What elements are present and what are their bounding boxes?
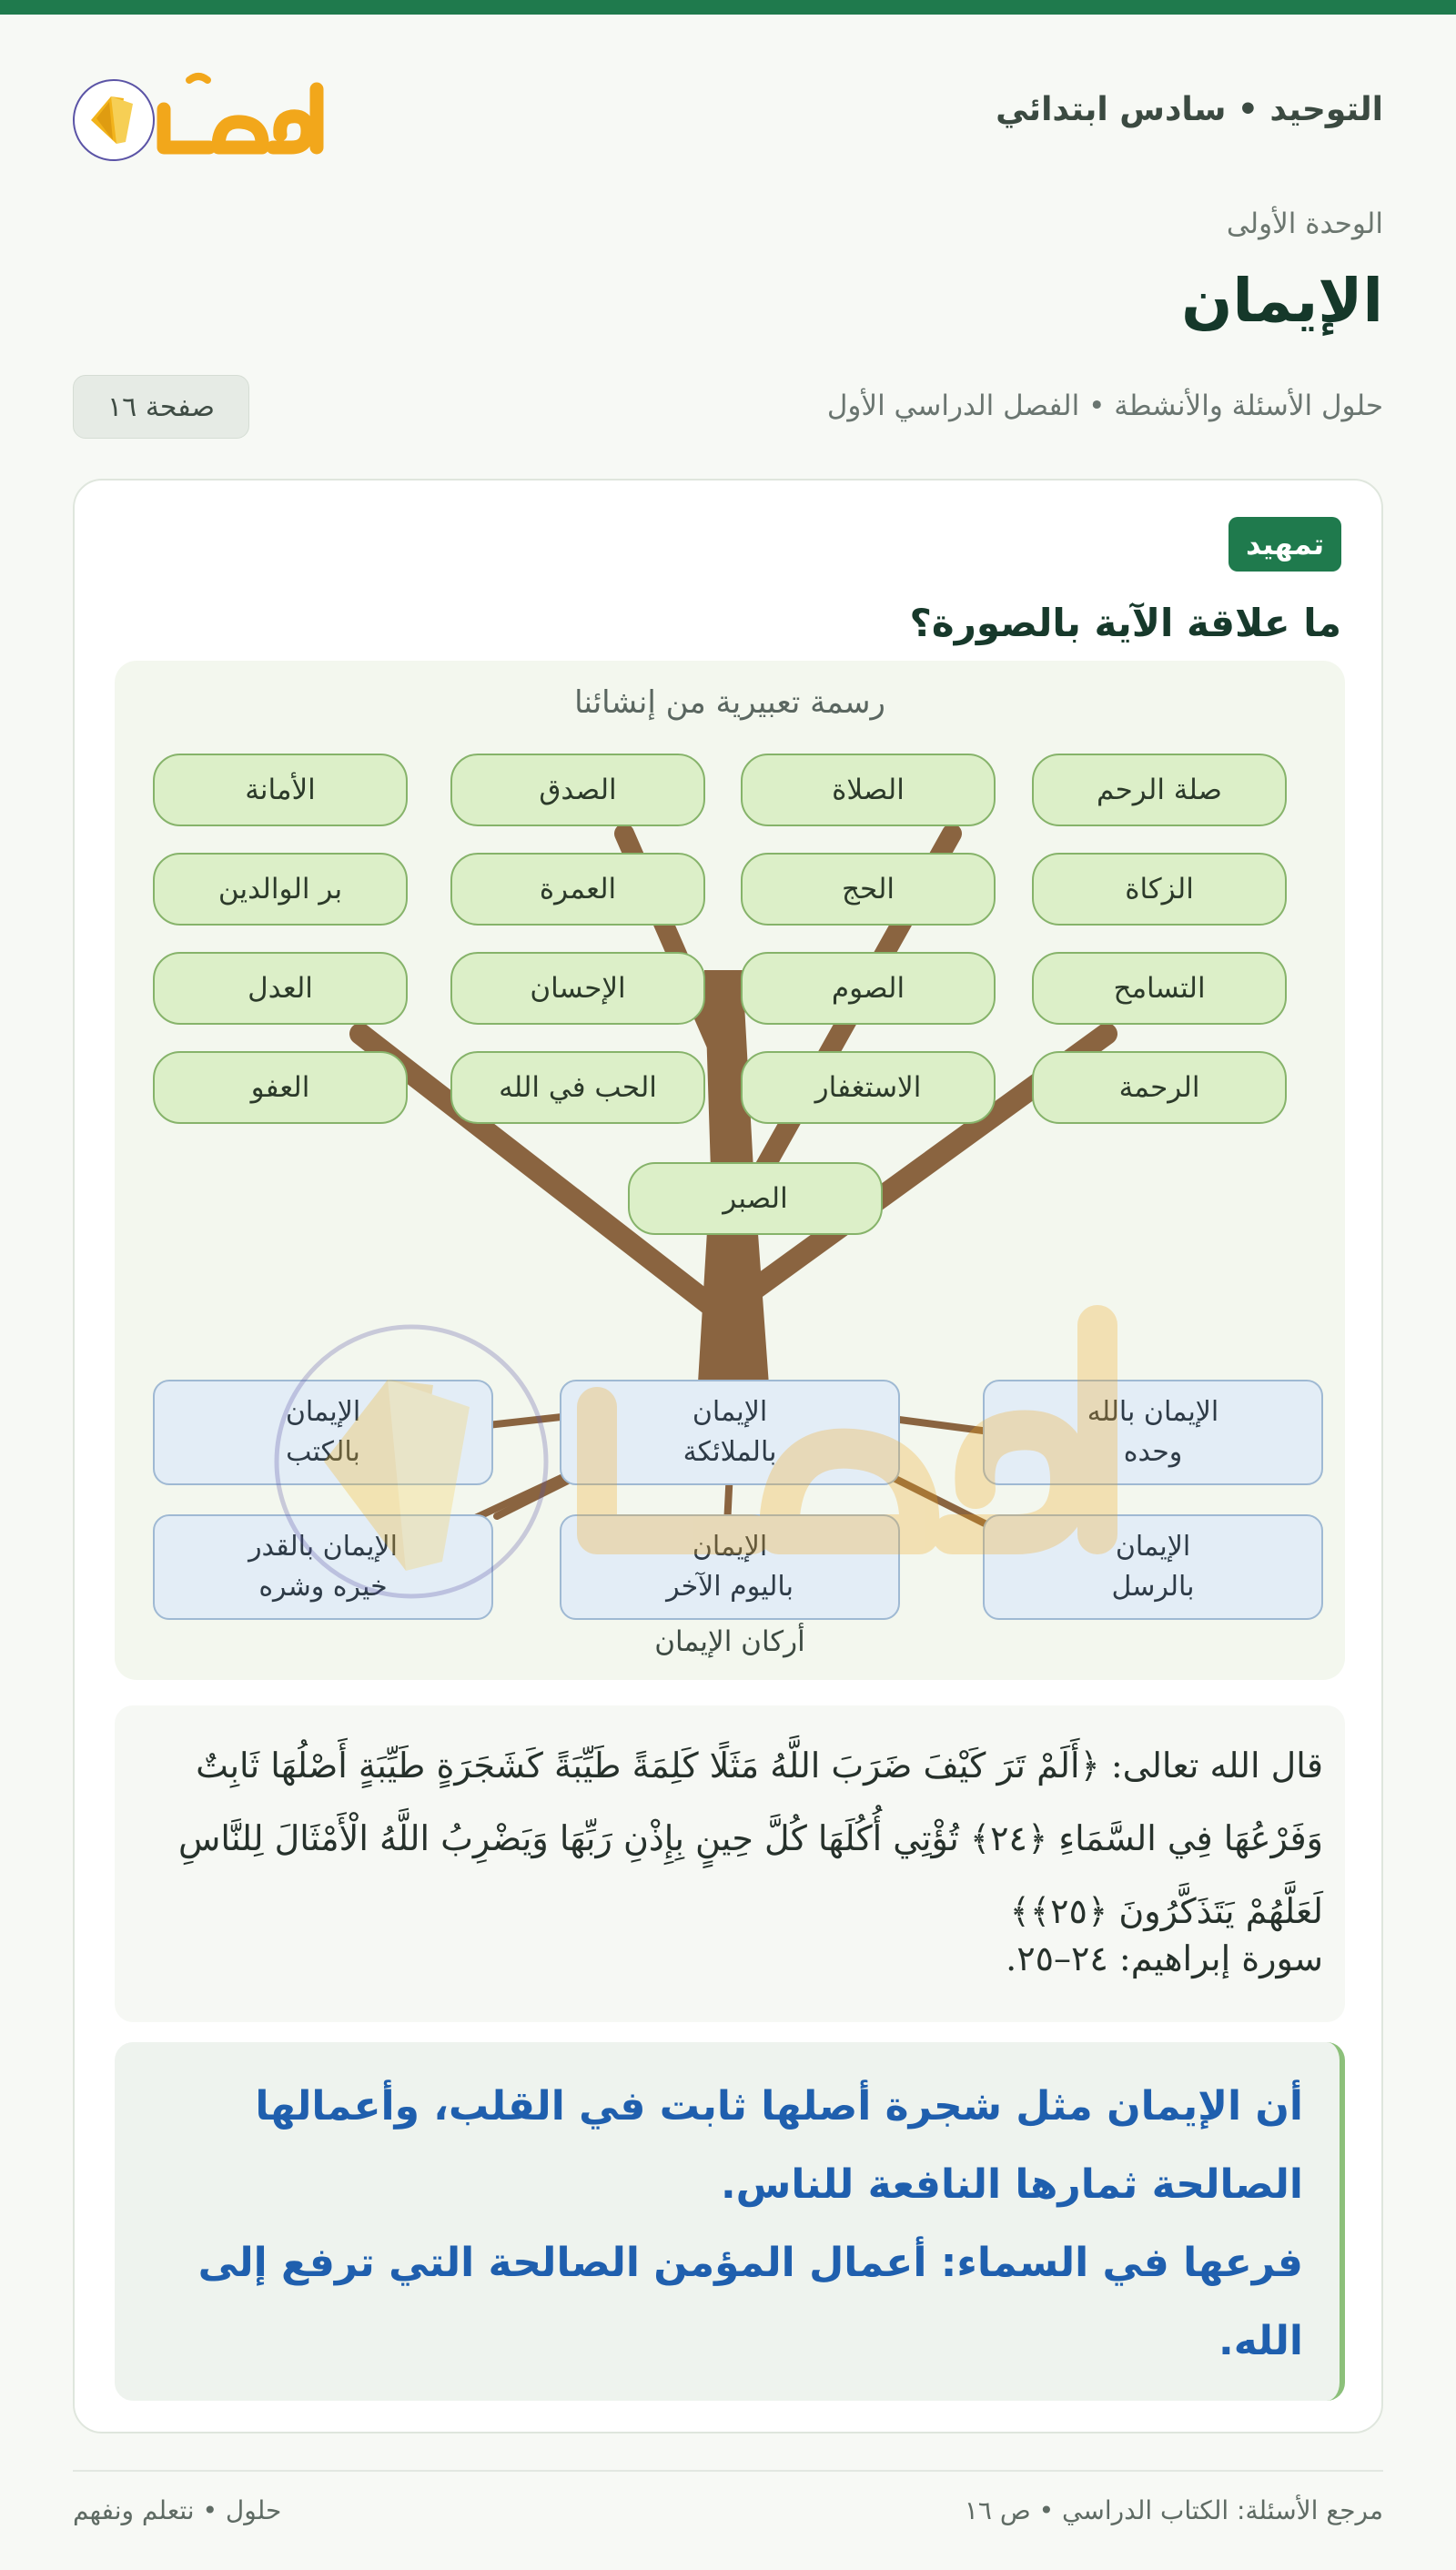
leaf-node: العفو xyxy=(153,1051,408,1124)
halool-logo-icon[interactable] xyxy=(73,64,337,164)
pillar-line: خيره وشره xyxy=(258,1571,388,1603)
pillar-box xyxy=(153,1380,493,1485)
pillar-line: الإيمان xyxy=(1115,1531,1191,1563)
leaf-node: الاستغفار xyxy=(741,1051,996,1124)
lesson-meta: حلول الأسئلة والأنشطة • الفصل الدراسي الأول xyxy=(826,390,1383,422)
section-badge: تمهيد xyxy=(1228,517,1341,572)
pillar-line: بالرسل xyxy=(1111,1571,1195,1603)
question-heading: ما علاقة الآية بالصورة؟ xyxy=(909,601,1341,645)
page-header xyxy=(73,64,1383,164)
pillar-line: الإيمان xyxy=(285,1396,361,1428)
leaf-node: الأمانة xyxy=(153,754,408,826)
pillar-line: باليوم الآخر xyxy=(666,1571,794,1603)
lesson-title: الإيمان xyxy=(1181,266,1383,336)
top-accent-bar xyxy=(0,0,1456,15)
leaf-node: الصلاة xyxy=(741,754,996,826)
leaf-node: صلة الرحم xyxy=(1032,754,1287,826)
verse-text: قال الله تعالى: ﴿أَلَمْ تَرَ كَيْفَ ضَرَبَ اللَّهُ مَثَلًا كَلِمَةً طَيِّبَةً كَشَجَرَةٍ طَيِّبَةٍ أَصْلُهَا ثَابِتٌ وَفَرْعُهَا فِي السَّمَاءِ ﴿٢٤﴾ تُؤْتِي أُكُلَهَا كُلَّ حِينٍ بِإِذْنِ رَبِّهَا وَيَضْرِبُ اللَّهُ الْأَمْثَالَ لِلنَّاسِ لَعَلَّهُمْ يَتَذَكَّرُونَ ﴿٢٥﴾﴾ xyxy=(177,1745,1323,1931)
pillars-caption: أركان الإيمان xyxy=(654,1625,805,1658)
pillar-box xyxy=(560,1514,900,1620)
leaf-node: بر الوالدين xyxy=(153,853,408,926)
page-number-badge: صفحة ١٦ xyxy=(73,375,249,439)
pillar-box xyxy=(153,1514,493,1620)
pillar-line: الإيمان xyxy=(692,1396,768,1428)
answer-line: أن الإيمان مثل شجرة أصلها ثابت في القلب، وأعمالها الصالحة ثمارها النافعة للناس. xyxy=(255,2083,1303,2208)
unit-label: الوحدة الأولى xyxy=(1226,207,1383,240)
leaf-node: الزكاة xyxy=(1032,853,1287,926)
footer-divider xyxy=(73,2470,1383,2472)
pillar-line: الإيمان xyxy=(692,1531,768,1563)
leaf-node: الصبر xyxy=(628,1162,883,1235)
leaf-node: الحب في الله xyxy=(450,1051,705,1124)
answer-block xyxy=(115,2042,1345,2401)
lesson-card xyxy=(73,479,1383,2433)
pillar-box xyxy=(983,1380,1323,1485)
pillar-line: الإيمان بالقدر xyxy=(248,1531,398,1563)
verse-block xyxy=(115,1705,1345,2022)
pillar-box xyxy=(560,1380,900,1485)
subject-title: التوحيد • سادس ابتدائي xyxy=(996,91,1383,128)
answer-line: فرعها في السماء: أعمال المؤمن الصالحة التي ترفع إلى الله. xyxy=(197,2240,1303,2364)
leaf-node: التسامح xyxy=(1032,952,1287,1025)
footer-reference: مرجع الأسئلة: الكتاب الدراسي • ص ١٦ xyxy=(964,2495,1383,2525)
footer-brand: حلول • نتعلم ونفهم xyxy=(73,2495,282,2525)
verse-reference: سورة إبراهيم: ٢٤–٢٥. xyxy=(1006,1938,1323,1978)
leaf-node: الصدق xyxy=(450,754,705,826)
faith-tree-figure xyxy=(115,661,1345,1680)
pillar-line: بالملائكة xyxy=(682,1436,777,1468)
leaf-node: الحج xyxy=(741,853,996,926)
leaf-node: العمرة xyxy=(450,853,705,926)
leaf-node: الرحمة xyxy=(1032,1051,1287,1124)
pillar-line: الإيمان بالله xyxy=(1087,1396,1219,1428)
leaf-node: الصوم xyxy=(741,952,996,1025)
leaf-node: العدل xyxy=(153,952,408,1025)
leaf-node: الإحسان xyxy=(450,952,705,1025)
pillar-line: بالكتب xyxy=(286,1436,360,1468)
pillar-line: وحده xyxy=(1123,1436,1183,1468)
pillar-box xyxy=(983,1514,1323,1620)
figure-caption: رسمة تعبيرية من إنشائنا xyxy=(574,684,885,721)
